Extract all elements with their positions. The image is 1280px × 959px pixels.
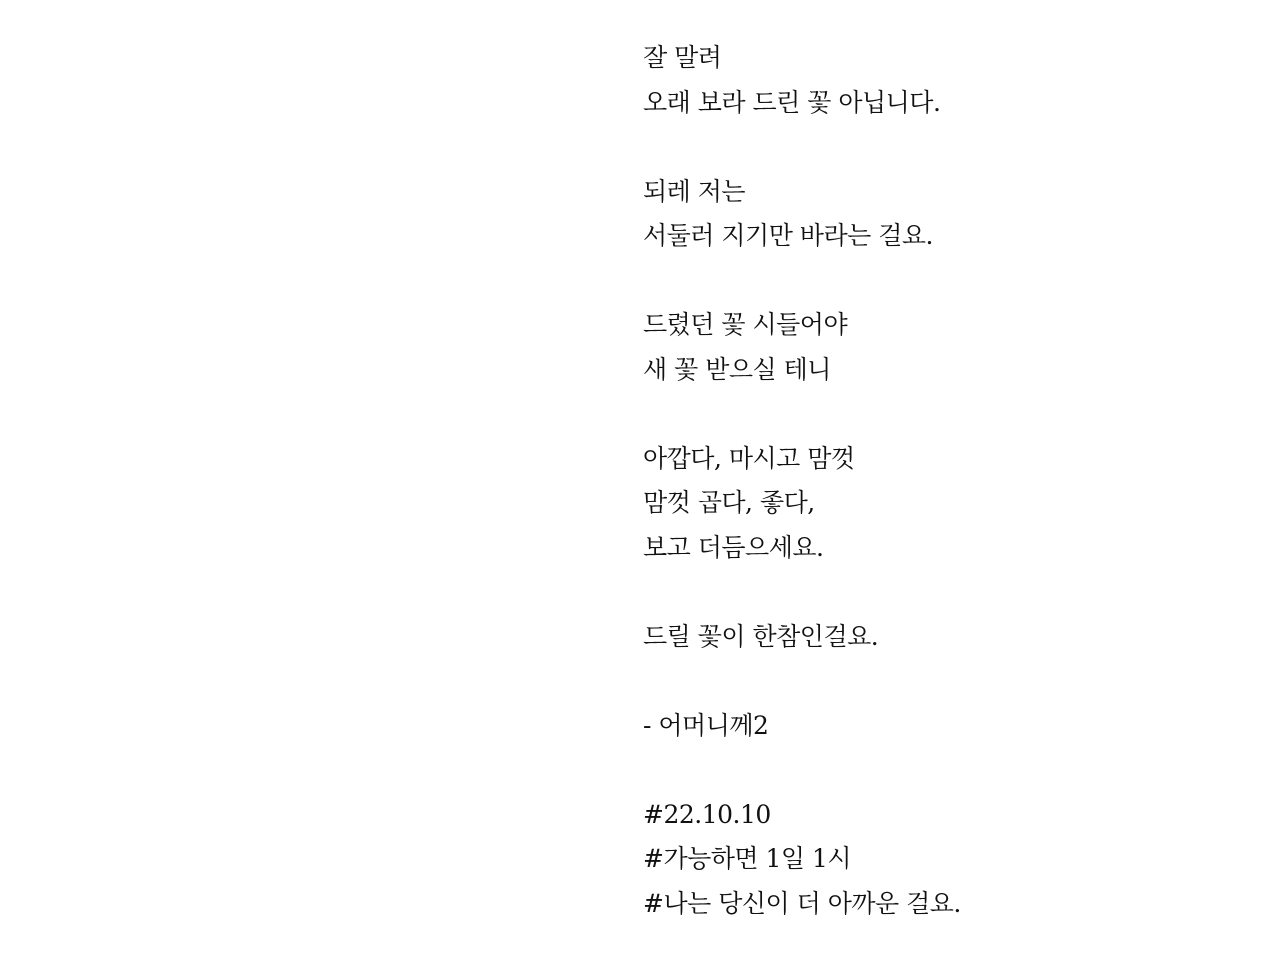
- hashtag: #22.10.10: [643, 799, 771, 829]
- poem-line: 새 꽃 받으실 테니: [643, 354, 831, 384]
- stanza-gap: [643, 125, 1243, 170]
- hashtag: #가능하면 1일 1시: [643, 844, 852, 873]
- stanza-gap: [643, 659, 1243, 704]
- stanza-gap: [643, 259, 1243, 304]
- poem-line: 맘껏 곱다, 좋다,: [643, 488, 815, 517]
- poem-text: [643, 36, 1243, 926]
- stanza-gap: [643, 392, 1243, 437]
- poem-line: 드렸던 꽃 시들어야: [643, 310, 848, 339]
- poem-line: 잘 말려: [643, 43, 722, 72]
- poem-signature: - 어머니께2: [643, 710, 769, 740]
- poem-line: 드릴 꽃이 한참인걸요.: [643, 621, 879, 651]
- hashtag: #나는 당신이 더 아까운 걸요.: [643, 888, 961, 918]
- poem-line: 오래 보라 드린 꽃 아닙니다.: [643, 87, 941, 117]
- poem-line: 되레 저는: [643, 176, 746, 206]
- poem-line: 서둘러 지기만 바라는 걸요.: [643, 221, 933, 250]
- poem-line: 아깝다, 마시고 맘껏: [643, 443, 855, 473]
- poem-line: 보고 더듬으세요.: [643, 532, 824, 562]
- stanza-gap: [643, 570, 1243, 615]
- stanza-gap: [643, 748, 1243, 793]
